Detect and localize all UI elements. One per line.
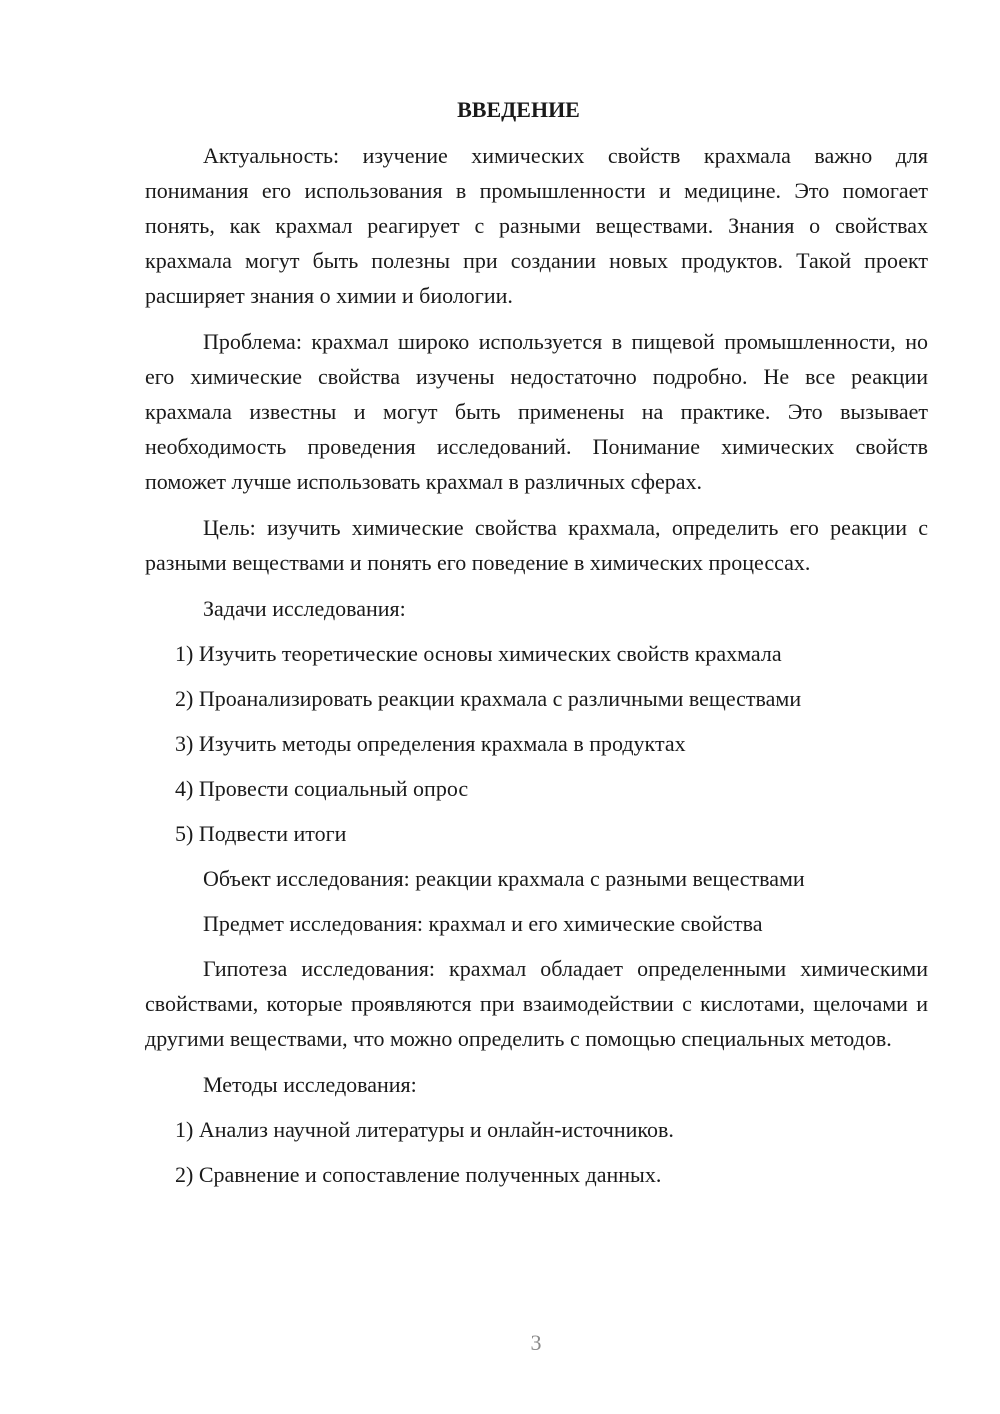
problem-paragraph: Проблема: крахмал широко используется в пищевой промышленности, но его химические свойства изучены недостаточно подробно. Не все реакции крахмала известны и могут быть применены на практике. Это вызывает необходимость проведения исследований. Понимание химических свойств поможет лучше использовать крахмал в различных сферах. [145,329,928,494]
hypothesis-paragraph: Гипотеза исследования: крахмал обладает определенными химическими свойствами, которые проявляются при взаимодействии с кислотами, щелочами и другими веществами, что можно определить с помощью специальных методов. [145,956,928,1051]
methods-heading: Методы исследования: [203,1072,417,1097]
task-item-1: 1) Изучить теоретические основы химических свойств крахмала [175,641,782,666]
relevance-paragraph: Актуальность: изучение химических свойств крахмала важно для понимания его использования в промышленности и медицине. Это помогает понять, как крахмал реагирует с разными веществами. Знания о свойствах крахмала могут быть полезны при создании новых продуктов. Такой проект расширяет знания о химии и биологии. [145,143,928,308]
goal-paragraph: Цель: изучить химические свойства крахмала, определить его реакции с разными веществами и понять его поведение в химических процессах. [145,515,928,575]
section-heading: ВВЕДЕНИЕ [457,97,580,122]
task-item-4: 4) Провести социальный опрос [175,776,469,801]
task-item-5: 5) Подвести итоги [175,821,347,846]
tasks-heading: Задачи исследования: [203,596,406,621]
document-page [145,92,928,1192]
subject-line: Предмет исследования: крахмал и его химические свойства [203,911,763,936]
method-item-2: 2) Сравнение и сопоставление полученных данных. [175,1162,662,1187]
task-item-3: 3) Изучить методы определения крахмала в продуктах [175,731,686,756]
method-item-1: 1) Анализ научной литературы и онлайн-источников. [175,1117,674,1142]
task-item-2: 2) Проанализировать реакции крахмала с различными веществами [175,686,802,711]
object-line: Объект исследования: реакции крахмала с разными веществами [203,866,805,891]
page-number: 3 [530,1330,542,1355]
